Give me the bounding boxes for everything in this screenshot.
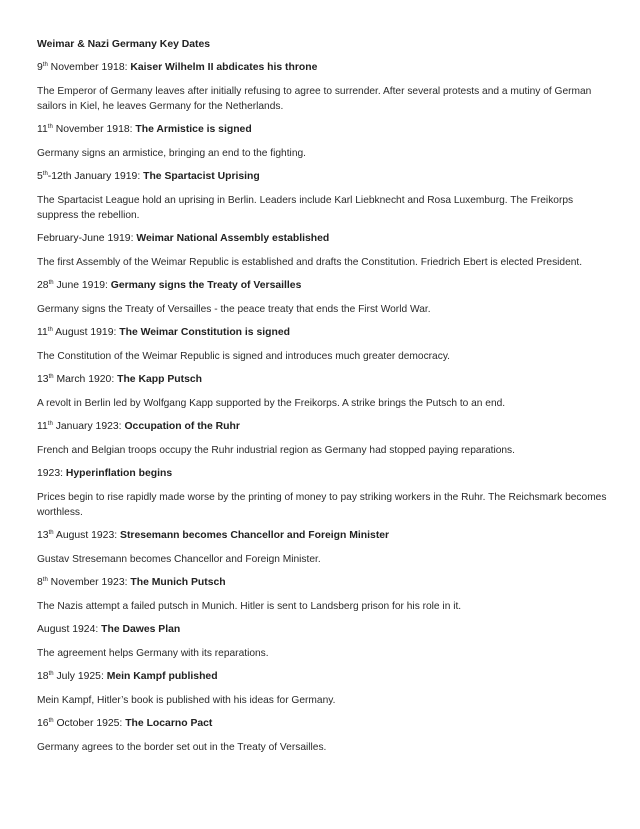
entry-day: 11 <box>37 421 48 432</box>
entry-day: 5 <box>37 171 43 182</box>
page-title: Weimar & Nazi Germany Key Dates <box>37 39 211 50</box>
entry-date: August 1919: <box>52 327 120 338</box>
list-item <box>37 61 607 114</box>
entry-description: Prices begin to rise rapidly made worse by the printing of money to pay striking workers in the Ruhr. The Reichsmark becomes worthless. <box>37 492 607 518</box>
entry-description: The Emperor of Germany leaves after initially refusing to agree to surrender. After several protests and a mutiny of German sailors in Kiel, he leaves Germany for the Netherlands. <box>37 86 592 112</box>
entry-description: The Constitution of the Weimar Republic is signed and introduces much greater democracy. <box>37 351 450 362</box>
entry-title: The Locarno Pact <box>125 718 213 729</box>
entry-description: The Nazis attempt a failed putsch in Munich. Hitler is sent to Landsberg prison for his role in it. <box>37 601 462 612</box>
entry-date: October 1925: <box>53 718 126 729</box>
entry-ordinal: th <box>48 718 54 724</box>
entry-ordinal: th <box>47 124 53 130</box>
entry-title: The Dawes Plan <box>101 624 181 635</box>
entry-day: 8 <box>37 577 43 588</box>
entry-heading <box>37 670 607 683</box>
entry-description: A revolt in Berlin led by Wolfgang Kapp supported by the Freikorps. A strike brings the Putsch to an end. <box>37 398 506 409</box>
entry-heading <box>37 232 607 245</box>
entry-list <box>37 61 607 755</box>
entry-ordinal: th <box>42 171 48 177</box>
list-item <box>37 623 607 661</box>
list-item <box>37 123 607 161</box>
entry-date: 1923: <box>37 468 66 479</box>
entry-day: 13 <box>37 374 49 385</box>
entry-ordinal: th <box>48 671 54 677</box>
entry-date: August 1924: <box>37 624 102 635</box>
entry-title: The Munich Putsch <box>130 577 226 588</box>
list-item <box>37 529 607 567</box>
entry-title: Mein Kampf published <box>106 671 218 682</box>
entry-date: February-June 1919: <box>37 233 137 244</box>
entry-heading <box>37 61 607 74</box>
entry-heading <box>37 279 607 292</box>
list-item <box>37 170 607 223</box>
entry-heading <box>37 529 607 542</box>
entry-ordinal: th <box>48 374 54 380</box>
entry-heading <box>37 170 607 183</box>
entry-ordinal: th <box>47 327 53 333</box>
entry-title: Germany signs the Treaty of Versailles <box>110 280 302 291</box>
entry-date: March 1920: <box>53 374 118 385</box>
entry-title: Kaiser Wilhelm II abdicates his throne <box>130 62 318 73</box>
entry-description: The agreement helps Germany with its reparations. <box>37 648 269 659</box>
list-item <box>37 326 607 364</box>
entry-day: 13 <box>37 530 49 541</box>
entry-description: Germany agrees to the border set out in the Treaty of Versailles. <box>37 742 327 753</box>
entry-heading <box>37 326 607 339</box>
entry-description: French and Belgian troops occupy the Ruhr industrial region as Germany had stopped paying reparations. <box>37 445 515 456</box>
entry-day: 28 <box>37 280 49 291</box>
entry-date: July 1925: <box>53 671 107 682</box>
entry-ordinal: th <box>47 421 53 427</box>
entry-title: Occupation of the Ruhr <box>124 421 240 432</box>
entry-date: November 1918: <box>52 124 136 135</box>
entry-day: 18 <box>37 671 49 682</box>
entry-heading <box>37 420 607 433</box>
list-item <box>37 420 607 458</box>
entry-heading <box>37 373 607 386</box>
list-item <box>37 373 607 411</box>
entry-heading <box>37 623 607 636</box>
entry-title: The Weimar Constitution is signed <box>119 327 290 338</box>
entry-heading <box>37 717 607 730</box>
entry-heading <box>37 576 607 589</box>
entry-ordinal: th <box>42 62 48 68</box>
entry-heading <box>37 467 607 480</box>
entry-date: November 1923: <box>47 577 131 588</box>
entry-description: Gustav Stresemann becomes Chancellor and Foreign Minister. <box>37 554 321 565</box>
entry-ordinal: th <box>42 577 48 583</box>
entry-date: June 1919: <box>53 280 111 291</box>
entry-ordinal: th <box>48 530 54 536</box>
list-item <box>37 670 607 708</box>
list-item <box>37 467 607 520</box>
entry-day: 11 <box>37 124 48 135</box>
entry-day: 11 <box>37 327 48 338</box>
entry-description: Germany signs an armistice, bringing an end to the fighting. <box>37 148 306 159</box>
entry-description: The first Assembly of the Weimar Republic is established and drafts the Constitution. Friedrich Ebert is elected President. <box>37 257 583 268</box>
entry-description: The Spartacist League hold an uprising in Berlin. Leaders include Karl Liebknecht and Rosa Luxemburg. The Freikorps suppress the rebellion. <box>37 195 574 221</box>
entry-title: Stresemann becomes Chancellor and Foreign Minister <box>120 530 390 541</box>
list-item <box>37 279 607 317</box>
entry-day: 9 <box>37 62 43 73</box>
entry-date: August 1923: <box>53 530 121 541</box>
entry-date: November 1918: <box>47 62 131 73</box>
document-content <box>37 38 607 764</box>
entry-title: Weimar National Assembly established <box>136 233 330 244</box>
list-item <box>37 576 607 614</box>
entry-description: Germany signs the Treaty of Versailles - the peace treaty that ends the First World War. <box>37 304 431 315</box>
entry-title: The Kapp Putsch <box>117 374 202 385</box>
entry-ordinal: th <box>48 280 54 286</box>
list-item <box>37 232 607 270</box>
entry-title: The Spartacist Uprising <box>143 171 260 182</box>
entry-title: Hyperinflation begins <box>65 468 173 479</box>
entry-date: -12th January 1919: <box>47 171 144 182</box>
list-item <box>37 717 607 755</box>
entry-date: January 1923: <box>52 421 125 432</box>
entry-heading <box>37 123 607 136</box>
entry-description: Mein Kampf, Hitler’s book is published with his ideas for Germany. <box>37 695 336 706</box>
entry-title: The Armistice is signed <box>135 124 252 135</box>
entry-day: 16 <box>37 718 49 729</box>
